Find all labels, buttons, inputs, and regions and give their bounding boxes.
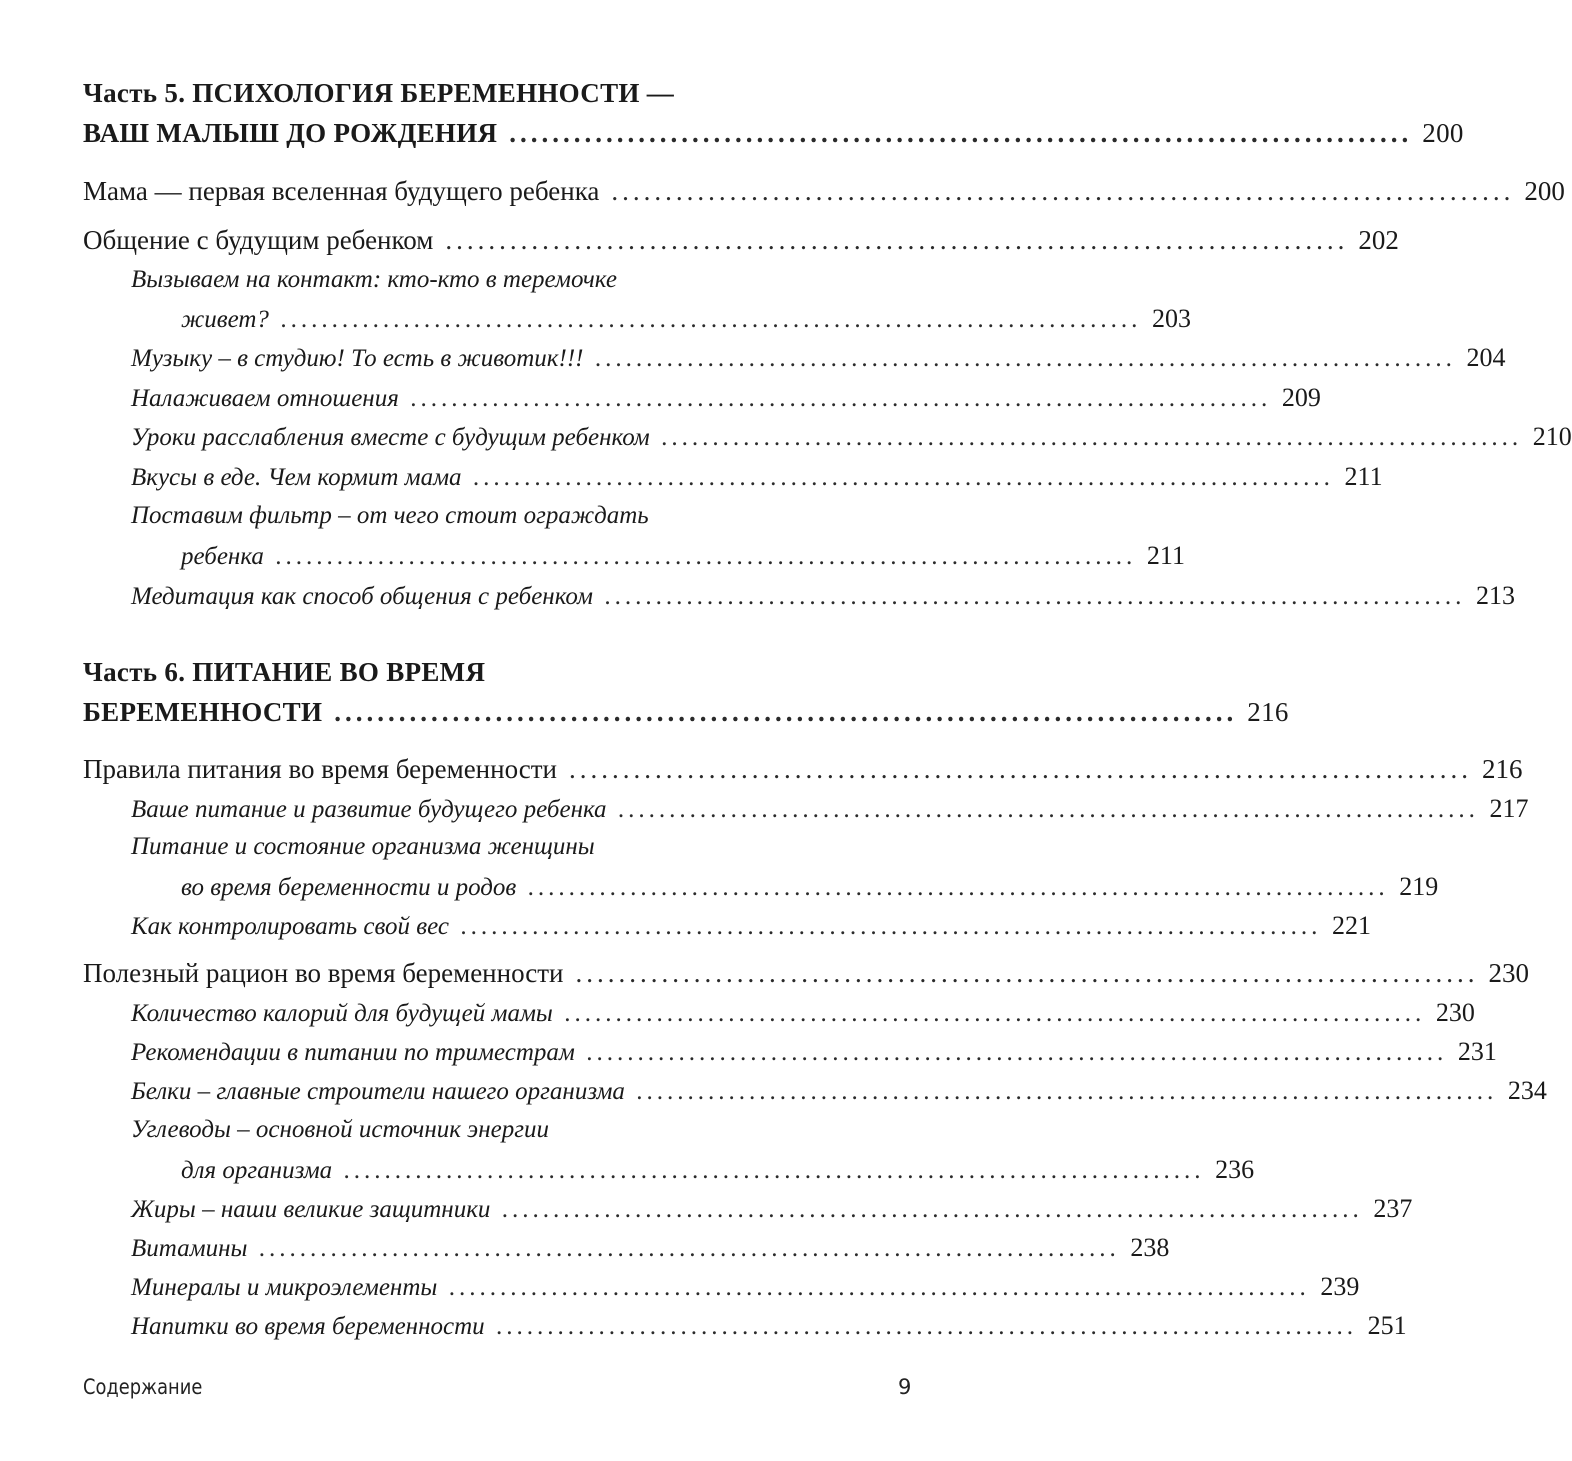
page-number: 203 — [1151, 304, 1191, 333]
toc-subentry-belki[interactable] — [131, 1076, 1547, 1106]
leader-dots: .................................................................................... — [661, 424, 1523, 451]
leader-dots: .................................................................................... — [528, 874, 1390, 901]
page-number: 238 — [1130, 1233, 1170, 1262]
leader-dots: .................................................................................... — [445, 225, 1349, 255]
page-number: 221 — [1331, 911, 1371, 940]
entry-title: Вкусы в еде. Чем кормит мама — [131, 464, 462, 491]
page-number: 251 — [1367, 1311, 1407, 1340]
page-number: 211 — [1344, 462, 1383, 491]
page-number: 231 — [1457, 1037, 1497, 1066]
page-number: 216 — [1247, 697, 1289, 727]
entry-title: Налаживаем отношения — [131, 385, 399, 412]
entry-title: Как контролировать свой вес — [131, 913, 449, 940]
part5-heading-line2: ВАШ МАЛЫШ ДО РОЖДЕНИЯ — [83, 118, 498, 148]
leader-dots: .................................................................................... — [611, 176, 1515, 206]
entry-title: Минералы и микроэлементы — [131, 1274, 438, 1301]
toc-subentry-muzyka[interactable] — [131, 343, 1506, 373]
toc-subentry-vkusy[interactable] — [131, 462, 1383, 492]
page-number: 234 — [1507, 1076, 1547, 1105]
entry-title: Количество калорий для будущей мамы — [131, 1000, 553, 1027]
entry-title: Белки – главные строители нашего организма — [131, 1078, 625, 1105]
table-of-contents — [83, 0, 1572, 1461]
leader-dots: .................................................................................... — [604, 583, 1466, 610]
entry-title: Общение с будущим ребенком — [83, 225, 434, 255]
leader-dots: .................................................................................... — [344, 1157, 1206, 1184]
entry-title-line2: во время беременности и родов — [181, 874, 517, 901]
toc-subentry-vashe[interactable] — [131, 794, 1529, 824]
entry-title: Правила питания во время беременности — [83, 754, 557, 784]
footer-page-number: 9 — [898, 1375, 912, 1399]
page-number: 211 — [1146, 541, 1185, 570]
entry-title-line2: живет? — [181, 306, 269, 333]
entry-title: Ваше питание и развитие будущего ребенка — [131, 796, 607, 823]
toc-subentry-trimestry[interactable] — [131, 1037, 1497, 1067]
entry-title: Жиры – наши великие защитники — [131, 1196, 491, 1223]
toc-subentry-ves[interactable] — [131, 911, 1371, 941]
footer-section-title: Содержание — [83, 1375, 203, 1399]
entry-title: Рекомендации в питании по триместрам — [131, 1039, 575, 1066]
page-number: 216 — [1482, 754, 1523, 784]
toc-subentry-otnosheniya[interactable] — [131, 383, 1321, 413]
toc-subentry-vitaminy[interactable] — [131, 1233, 1170, 1263]
page-number: 230 — [1435, 998, 1475, 1027]
entry-title: Уроки расслабления вместе с будущим ребенком — [131, 424, 650, 451]
toc-subentry-filtr[interactable] — [181, 541, 1185, 571]
page-number: 239 — [1320, 1272, 1360, 1301]
leader-dots: .................................................................................... — [259, 1235, 1121, 1262]
leader-dots: .................................................................................... — [280, 306, 1142, 333]
leader-dots: .................................................................................... — [473, 464, 1335, 491]
entry-title: Напитки во время беременности — [131, 1313, 485, 1340]
toc-subentry-kontakt[interactable] — [181, 304, 1191, 334]
toc-subentry-filtr-line1: Поставим фильтр – от чего стоит ограждать — [131, 502, 649, 529]
page-number: 202 — [1358, 225, 1399, 255]
entry-title: Музыку – в студию! То есть в животик!!! — [131, 345, 584, 372]
entry-title: Полезный рацион во время беременности — [83, 958, 564, 988]
page-number: 209 — [1281, 383, 1321, 412]
toc-subentry-kontakt-line1: Вызываем на контакт: кто-кто в теремочке — [131, 266, 617, 293]
leader-dots: .................................................................................... — [509, 118, 1413, 148]
page-number: 200 — [1524, 176, 1565, 206]
toc-entry-mama[interactable] — [83, 176, 1565, 207]
part6-heading-line1: Часть 6. ПИТАНИЕ ВО ВРЕМЯ — [83, 657, 486, 687]
toc-subentry-napitki[interactable] — [131, 1311, 1407, 1341]
leader-dots: .................................................................................... — [618, 796, 1480, 823]
leader-dots: .................................................................................... — [275, 543, 1137, 570]
page-number: 210 — [1532, 422, 1572, 451]
part5-heading[interactable] — [83, 118, 1464, 149]
toc-subentry-uglevody-line1: Углеводы – основной источник энергии — [131, 1116, 549, 1143]
toc-entry-racion[interactable] — [83, 958, 1529, 989]
toc-subentry-uglevody[interactable] — [181, 1155, 1255, 1185]
page-number: 200 — [1422, 118, 1464, 148]
page-number: 217 — [1489, 794, 1529, 823]
page-number: 204 — [1466, 343, 1506, 372]
leader-dots: .................................................................................... — [564, 1000, 1426, 1027]
entry-title: Медитация как способ общения с ребенком — [131, 583, 593, 610]
leader-dots: .................................................................................... — [410, 385, 1272, 412]
entry-title-line2: ребенка — [181, 543, 264, 570]
entry-title-line2: для организма — [181, 1157, 333, 1184]
toc-subentry-sostoyanie-line1: Питание и состояние организма женщины — [131, 833, 595, 860]
entry-title: Мама — первая вселенная будущего ребенка — [83, 176, 600, 206]
page-number: 219 — [1399, 872, 1439, 901]
part6-heading-line2: БЕРЕМЕННОСТИ — [83, 697, 323, 727]
page-number: 236 — [1215, 1155, 1255, 1184]
leader-dots: .................................................................................... — [595, 345, 1457, 372]
leader-dots: .................................................................................... — [449, 1274, 1311, 1301]
entry-title: Витамины — [131, 1235, 248, 1262]
leader-dots: .................................................................................... — [460, 913, 1322, 940]
leader-dots: .................................................................................... — [575, 958, 1479, 988]
leader-dots: .................................................................................... — [334, 697, 1238, 727]
toc-subentry-mineraly[interactable] — [131, 1272, 1360, 1302]
toc-subentry-sostoyanie[interactable] — [181, 872, 1439, 902]
part5-heading-line1: Часть 5. ПСИХОЛОГИЯ БЕРЕМЕННОСТИ — — [83, 78, 675, 108]
leader-dots: .................................................................................... — [636, 1078, 1498, 1105]
leader-dots: .................................................................................... — [496, 1313, 1358, 1340]
toc-subentry-rasslablenie[interactable] — [131, 422, 1572, 452]
page-number: 213 — [1475, 581, 1515, 610]
toc-subentry-kalorii[interactable] — [131, 998, 1475, 1028]
page-number: 230 — [1488, 958, 1529, 988]
page-number: 237 — [1373, 1194, 1413, 1223]
leader-dots: .................................................................................... — [586, 1039, 1448, 1066]
leader-dots: .................................................................................... — [502, 1196, 1364, 1223]
leader-dots: .................................................................................... — [569, 754, 1472, 784]
toc-entry-pravila[interactable] — [83, 754, 1523, 785]
part6-heading[interactable] — [83, 697, 1289, 728]
toc-subentry-zhiry[interactable] — [131, 1194, 1413, 1224]
toc-entry-obschenie[interactable] — [83, 225, 1399, 256]
toc-subentry-meditaciya[interactable] — [131, 581, 1515, 611]
